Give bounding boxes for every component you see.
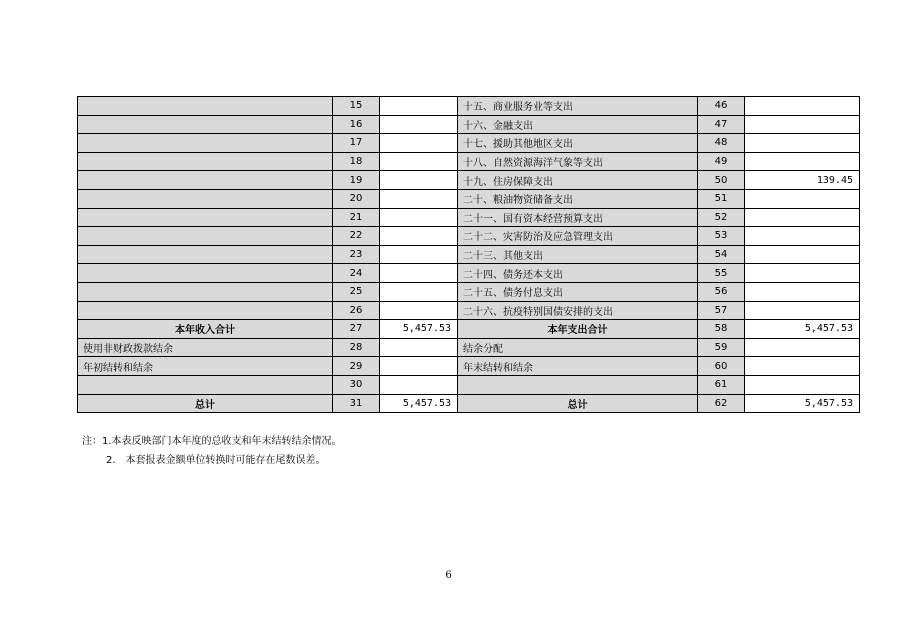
line-number-cell: 58 [698, 320, 745, 339]
income-amount-cell [380, 338, 458, 357]
table-row [78, 264, 860, 283]
line-number-cell: 62 [698, 394, 745, 413]
page-number: 6 [445, 570, 452, 581]
income-amount-cell [380, 189, 458, 208]
expenditure-item-cell: 十九、住房保障支出 [458, 171, 698, 190]
line-number-cell: 54 [698, 245, 745, 264]
expenditure-amount-cell [745, 152, 860, 171]
grand-total-expenditure-label: 总计 [458, 394, 698, 413]
income-amount-cell [380, 227, 458, 246]
table-row [78, 208, 860, 227]
expenditure-amount-cell [745, 282, 860, 301]
expenditure-item-cell: 十八、自然资源海洋气象等支出 [458, 152, 698, 171]
expenditure-item-cell: 十六、金融支出 [458, 115, 698, 134]
line-number-cell: 15 [333, 97, 380, 116]
income-amount-cell [380, 375, 458, 394]
line-number-cell: 21 [333, 208, 380, 227]
grand-total-row [78, 394, 860, 413]
expenditure-item-cell: 二十四、债务还本支出 [458, 264, 698, 283]
expenditure-amount-cell [745, 115, 860, 134]
expenditure-item-cell: 十七、援助其他地区支出 [458, 134, 698, 153]
line-number-cell: 16 [333, 115, 380, 134]
income-item-cell [78, 134, 333, 153]
line-number-cell: 30 [333, 375, 380, 394]
table-row [78, 189, 860, 208]
table-row [78, 152, 860, 171]
line-number-cell: 51 [698, 189, 745, 208]
grand-total-expenditure-amount: 5,457.53 [745, 394, 860, 413]
line-number-cell: 22 [333, 227, 380, 246]
income-expenditure-table [77, 96, 860, 413]
grand-total-income-amount: 5,457.53 [380, 394, 458, 413]
line-number-cell: 50 [698, 171, 745, 190]
income-item-cell: 年初结转和结余 [78, 357, 333, 376]
income-item-cell [78, 115, 333, 134]
income-amount-cell [380, 264, 458, 283]
line-number-cell: 57 [698, 301, 745, 320]
table-row [78, 357, 860, 376]
line-number-cell: 27 [333, 320, 380, 339]
expenditure-item-cell: 二十一、国有资本经营预算支出 [458, 208, 698, 227]
income-item-cell [78, 301, 333, 320]
expenditure-amount-cell: 139.45 [745, 171, 860, 190]
line-number-cell: 19 [333, 171, 380, 190]
income-item-cell [78, 171, 333, 190]
line-number-cell: 29 [333, 357, 380, 376]
expenditure-item-cell: 年末结转和结余 [458, 357, 698, 376]
income-item-cell [78, 97, 333, 116]
income-amount-cell [380, 115, 458, 134]
table-row [78, 282, 860, 301]
income-item-cell [78, 282, 333, 301]
table-row [78, 227, 860, 246]
expenditure-item-cell: 十五、商业服务业等支出 [458, 97, 698, 116]
line-number-cell: 18 [333, 152, 380, 171]
line-number-cell: 46 [698, 97, 745, 116]
expenditure-amount-cell [745, 134, 860, 153]
expenditure-amount-cell [745, 338, 860, 357]
table-row [78, 338, 860, 357]
income-item-cell [78, 264, 333, 283]
table-row [78, 171, 860, 190]
expenditure-item-cell [458, 375, 698, 394]
note-line-2: 2. 本套报表金额单位转换时可能存在尾数误差。 [106, 455, 326, 466]
annual-total-row [78, 320, 860, 339]
line-number-cell: 59 [698, 338, 745, 357]
expenditure-item-cell: 结余分配 [458, 338, 698, 357]
table-row [78, 134, 860, 153]
income-amount-cell [380, 152, 458, 171]
income-amount-cell [380, 171, 458, 190]
table-row [78, 97, 860, 116]
expenditure-amount-cell [745, 208, 860, 227]
line-number-cell: 20 [333, 189, 380, 208]
note-line-1: 注：1.本表反映部门本年度的总收支和年末结转结余情况。 [82, 436, 342, 447]
expenditure-amount-cell [745, 97, 860, 116]
annual-expenditure-total-amount: 5,457.53 [745, 320, 860, 339]
expenditure-amount-cell [745, 375, 860, 394]
line-number-cell: 26 [333, 301, 380, 320]
income-item-cell: 使用非财政拨款结余 [78, 338, 333, 357]
line-number-cell: 52 [698, 208, 745, 227]
table-row [78, 375, 860, 394]
expenditure-item-cell: 二十二、灾害防治及应急管理支出 [458, 227, 698, 246]
income-amount-cell [380, 97, 458, 116]
income-item-cell [78, 208, 333, 227]
expenditure-amount-cell [745, 357, 860, 376]
expenditure-item-cell: 二十三、其他支出 [458, 245, 698, 264]
income-item-cell [78, 189, 333, 208]
expenditure-amount-cell [745, 227, 860, 246]
line-number-cell: 56 [698, 282, 745, 301]
expenditure-amount-cell [745, 264, 860, 283]
table-row [78, 115, 860, 134]
line-number-cell: 48 [698, 134, 745, 153]
income-item-cell [78, 245, 333, 264]
annual-expenditure-total-label: 本年支出合计 [458, 320, 698, 339]
line-number-cell: 28 [333, 338, 380, 357]
line-number-cell: 61 [698, 375, 745, 394]
income-amount-cell [380, 282, 458, 301]
line-number-cell: 31 [333, 394, 380, 413]
line-number-cell: 49 [698, 152, 745, 171]
expenditure-item-cell: 二十六、抗疫特别国债安排的支出 [458, 301, 698, 320]
annual-income-total-amount: 5,457.53 [380, 320, 458, 339]
line-number-cell: 25 [333, 282, 380, 301]
line-number-cell: 24 [333, 264, 380, 283]
grand-total-income-label: 总计 [78, 394, 333, 413]
income-amount-cell [380, 134, 458, 153]
expenditure-item-cell: 二十、粮油物资储备支出 [458, 189, 698, 208]
income-item-cell [78, 152, 333, 171]
income-amount-cell [380, 357, 458, 376]
annual-income-total-label: 本年收入合计 [78, 320, 333, 339]
line-number-cell: 23 [333, 245, 380, 264]
table-row [78, 245, 860, 264]
expenditure-item-cell: 二十五、债务付息支出 [458, 282, 698, 301]
income-item-cell [78, 227, 333, 246]
expenditure-amount-cell [745, 301, 860, 320]
line-number-cell: 17 [333, 134, 380, 153]
line-number-cell: 53 [698, 227, 745, 246]
table-body [78, 97, 860, 413]
line-number-cell: 47 [698, 115, 745, 134]
table-notes [82, 432, 342, 470]
income-item-cell [78, 375, 333, 394]
line-number-cell: 55 [698, 264, 745, 283]
income-amount-cell [380, 208, 458, 227]
income-amount-cell [380, 301, 458, 320]
table-row [78, 301, 860, 320]
line-number-cell: 60 [698, 357, 745, 376]
income-amount-cell [380, 245, 458, 264]
expenditure-amount-cell [745, 189, 860, 208]
expenditure-amount-cell [745, 245, 860, 264]
